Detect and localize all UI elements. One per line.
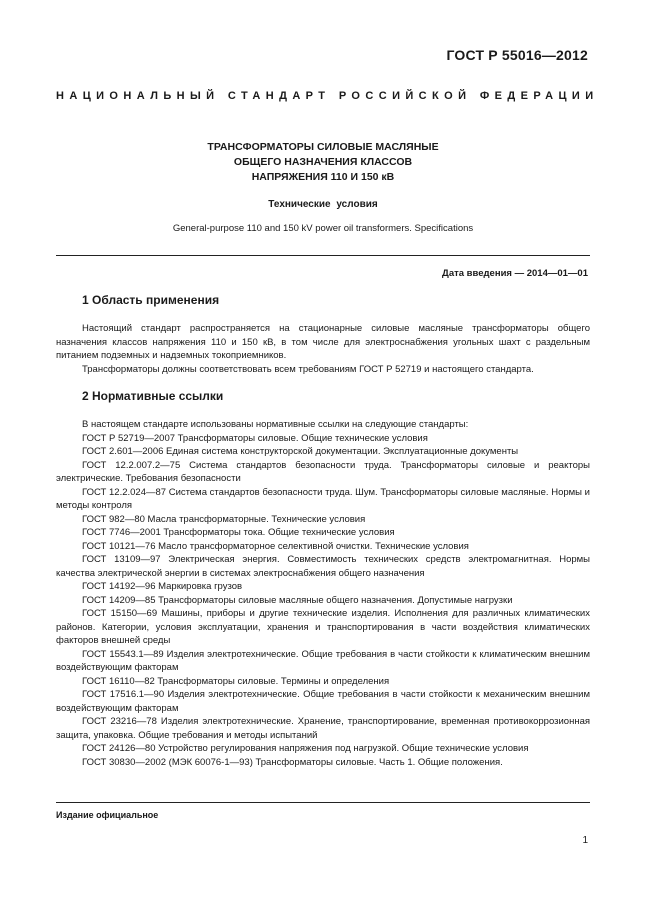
reference-item: ГОСТ 15543.1—89 Изделия электротехнические. Общие требования в части стойкости к климатическим внешним воздействующим факторам	[56, 648, 590, 673]
bottom-divider	[56, 802, 590, 803]
reference-item: ГОСТ 14192—96 Маркировка грузов	[82, 581, 243, 592]
reference-item: ГОСТ 14209—85 Трансформаторы силовые масляные общего назначения. Допустимые нагрузки	[82, 594, 513, 606]
section-1-paragraph: Настоящий стандарт распространяется на стационарные силовые масляные трансформаторы общего назначения классов напряжения 110 и 150 кВ, в том числе для электроснабжения угольных шахт с раздельным питанием подземных и надземных токоприемников.	[56, 323, 590, 361]
reference-item: ГОСТ 2.601—2006 Единая система конструкторской документации. Эксплуатационные документы	[82, 446, 519, 457]
reference-item: ГОСТ 10121—76 Масло трансформаторное селективной очистки. Технические условия	[82, 540, 469, 552]
reference-item: ГОСТ 23216—78 Изделия электротехнические. Хранение, транспортирование, временная противокоррозионная защита, упаковка. Общие требования и методы испытаний	[56, 716, 590, 741]
title-line-2: ОБЩЕГО НАЗНАЧЕНИЯ КЛАССОВ	[233, 156, 413, 168]
reference-item: ГОСТ 30830—2002 (МЭК 60076-1—93) Трансформаторы силовые. Часть 1. Общие положения.	[82, 756, 503, 768]
section-1-heading: 1 Область применения	[82, 293, 220, 307]
subtitle: Технические условия	[268, 199, 378, 210]
reference-item: ГОСТ 17516.1—90 Изделия электротехнические. Общие требования в части стойкости к механическим внешним воздействующим факторам	[56, 689, 590, 714]
reference-item: ГОСТ 7746—2001 Трансформаторы тока. Общие технические условия	[82, 527, 395, 538]
english-title: General-purpose 110 and 150 kV power oil transformers. Specifications	[172, 223, 474, 234]
reference-item: В настоящем стандарте использованы нормативные ссылки на следующие стандарты:	[82, 419, 469, 430]
national-standard-banner: НАЦИОНАЛЬНЫЙ СТАНДАРТ РОССИЙСКОЙ ФЕДЕРАЦИИ	[56, 90, 599, 102]
top-divider	[56, 255, 590, 256]
title-line-1: ТРАНСФОРМАТОРЫ СИЛОВЫЕ МАСЛЯНЫЕ	[207, 141, 439, 153]
reference-item: ГОСТ 982—80 Масла трансформаторные. Технические условия	[82, 513, 366, 525]
reference-item: ГОСТ Р 52719—2007 Трансформаторы силовые. Общие технические условия	[82, 432, 428, 444]
section-1-body	[56, 322, 590, 376]
section-2-heading: 2 Нормативные ссылки	[82, 389, 224, 403]
reference-item: ГОСТ 12.2.024—87 Система стандартов безопасности труда. Шум. Трансформаторы силовые масляные. Нормы и методы контроля	[56, 486, 590, 511]
page-number: 1	[582, 835, 588, 846]
reference-item: ГОСТ 16110—82 Трансформаторы силовые. Термины и определения	[82, 675, 390, 687]
reference-item: ГОСТ 12.2.007.2—75 Система стандартов безопасности труда. Трансформаторы силовые и реакторы электрические. Требования безопасности	[56, 459, 590, 484]
title-block	[56, 140, 590, 234]
reference-item: ГОСТ 15150—69 Машины, приборы и другие технические изделия. Исполнения для различных климатических районов. Категории, условия эксплуатации, хранения и транспортирования в части воздействия климатических факторов внешней среды	[56, 608, 590, 646]
official-edition-label: Издание официальное	[56, 810, 159, 820]
intro-date: Дата введения — 2014—01—01	[442, 268, 588, 279]
section-2-body	[56, 418, 590, 769]
section-1-paragraph: Трансформаторы должны соответствовать всем требованиям ГОСТ Р 52719 и настоящего стандарта.	[82, 363, 534, 375]
reference-item: ГОСТ 13109—97 Электрическая энергия. Совместимость технических средств электромагнитная. Нормы качества электрической энергии в системах электроснабжения общего назначения	[56, 554, 590, 579]
reference-item: ГОСТ 24126—80 Устройство регулирования напряжения под нагрузкой. Общие технические условия	[82, 743, 529, 754]
gost-code: ГОСТ Р 55016—2012	[446, 47, 588, 63]
title-line-3: НАПРЯЖЕНИЯ 110 И 150 кВ	[251, 171, 395, 183]
